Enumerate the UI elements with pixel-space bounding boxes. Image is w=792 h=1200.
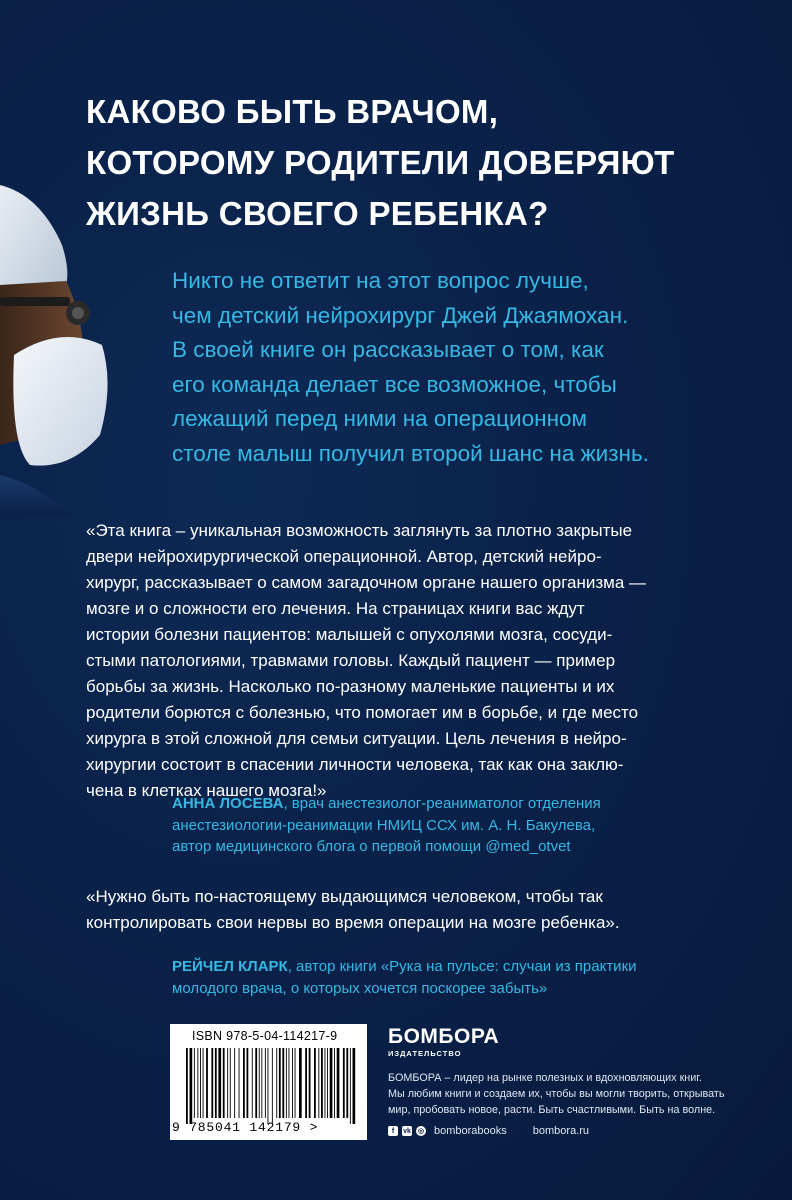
publisher-logo: БОМБОРА <box>388 1025 500 1048</box>
barcode-bars <box>184 1048 356 1124</box>
barcode-bar <box>325 1048 326 1118</box>
barcode-bar <box>309 1048 311 1118</box>
barcode-bar <box>243 1048 245 1118</box>
quote-line: борьбы за жизнь. Насколько по-разному маленькие пациенты и их <box>86 677 615 696</box>
barcode-bar <box>211 1048 213 1118</box>
publisher-block <box>388 1026 778 1137</box>
lead-line: его команда делает все возможное, чтобы <box>172 371 617 397</box>
barcode-bar <box>252 1048 253 1118</box>
reviewer-role: , автор книги «Рука на пульсе: случаи из практики <box>287 958 637 975</box>
publisher-description <box>388 1070 778 1118</box>
barcode-bar <box>272 1048 273 1124</box>
barcode-bar <box>289 1048 290 1118</box>
barcode-bar <box>337 1048 340 1118</box>
attribution-line: молодого врача, о которых хочется поскорее забыть» <box>172 979 548 997</box>
barcode-bar <box>286 1048 287 1118</box>
reviewer-name: АННА ЛОСЕВА <box>172 795 284 812</box>
publisher-logo-subtitle: ИЗДАТЕЛЬСТВО <box>388 1049 462 1058</box>
lead-line: лежащий перед ними на операционном <box>172 406 587 432</box>
quote-line: «Эта книга – уникальная возможность заглянуть за плотно закрытые <box>86 521 633 540</box>
barcode-bar <box>265 1048 266 1118</box>
barcode-bar <box>343 1048 345 1118</box>
barcode-bar <box>230 1048 231 1118</box>
barcode-bar <box>215 1048 217 1118</box>
lead-line: Никто не ответит на этот вопрос лучше, <box>172 268 589 293</box>
barcode-digits: 9 785041 142179 > <box>172 1120 319 1135</box>
social-links <box>388 1125 778 1137</box>
barcode-bar <box>200 1048 201 1118</box>
barcode-bar <box>295 1048 296 1118</box>
barcode-bar <box>255 1048 257 1118</box>
barcode-bar <box>259 1048 260 1118</box>
barcode-bar <box>227 1048 228 1118</box>
quote-line: хирургии состоит в спасении личности человека, так как она заклю- <box>86 755 624 774</box>
barcode-bar <box>206 1048 208 1118</box>
review-attribution-1 <box>172 793 732 858</box>
barcode-bar <box>186 1048 188 1124</box>
barcode-bar <box>223 1048 225 1118</box>
barcode-bar <box>327 1048 328 1118</box>
barcode-bar <box>279 1048 281 1118</box>
quote-line: чена в клетках нашего мозга!» <box>86 781 327 800</box>
barcode-bar <box>321 1048 323 1118</box>
reviewer-role: , врач анестезиолог-реаниматолог отделения <box>283 795 601 812</box>
headline-line: КОТОРОМУ РОДИТЕЛИ ДОВЕРЯЮТ <box>86 144 675 181</box>
barcode-bar <box>292 1048 293 1118</box>
facebook-icon[interactable]: f <box>388 1126 398 1136</box>
barcode-bar <box>346 1048 348 1118</box>
website-link[interactable]: bombora.ru <box>532 1125 590 1137</box>
quote-line: двери нейрохирургической операционной. Автор, детский нейро- <box>86 547 602 566</box>
attribution-line: автор медицинского блога о первой помощи @med_otvet <box>172 838 571 855</box>
barcode-bar <box>318 1048 319 1118</box>
quote-line: контролировать свои нервы во время операции на мозге ребенка». <box>86 913 620 932</box>
attribution-line <box>172 956 732 978</box>
review-quote-2 <box>86 884 726 936</box>
barcode-bar <box>282 1048 284 1118</box>
quote-line: стыми патологиями, травмами головы. Каждый пациент — пример <box>86 651 616 670</box>
barcode-bar <box>305 1048 307 1118</box>
barcode-bar <box>350 1048 351 1124</box>
quote-line: «Нужно быть по-настоящему выдающимся человеком, чтобы так <box>86 887 603 906</box>
barcode-bar <box>299 1048 302 1118</box>
review-attribution-2 <box>172 956 732 999</box>
headline-line: КАКОВО БЫТЬ ВРАЧОМ, <box>86 93 499 130</box>
barcode-bar <box>239 1048 240 1118</box>
publisher-description-line: мир, пробовать новое, расти. Быть счастливыми. Быть на волне. <box>388 1104 716 1116</box>
instagram-icon[interactable]: ◎ <box>417 1128 425 1135</box>
quote-line: истории болезни пациентов: малышей с опухолями мозга, сосуди- <box>86 625 613 644</box>
isbn-text: ISBN 978-5-04-114217-9 <box>192 1029 338 1043</box>
barcode-bar <box>194 1048 195 1118</box>
barcode-bar <box>190 1048 193 1124</box>
social-handle[interactable]: bomborabooks <box>434 1125 507 1137</box>
reviewer-name: РЕЙЧЕЛ КЛАРК <box>172 958 288 975</box>
barcode-bar <box>218 1048 221 1118</box>
quote-line: хирурга в этой сложной для семьи ситуации. Цель лечения в нейро- <box>86 729 627 748</box>
surgeon-photo <box>0 185 120 515</box>
publisher-description-line: Мы любим книги и создаем их, чтобы вы могли творить, открывать <box>388 1088 725 1100</box>
barcode-bar <box>334 1048 335 1118</box>
barcode-bar <box>276 1048 277 1118</box>
quote-line: хирург, рассказывает о самом загадочном органе нашего организма — <box>86 573 647 592</box>
barcode-bar <box>247 1048 249 1118</box>
lead-line: В своей книге он рассказывает о том, как <box>172 337 604 363</box>
quote-line: родители борются с болезнью, что помогает им в борьбе, и где место <box>86 703 639 722</box>
review-quote-1 <box>86 518 726 804</box>
barcode-bar <box>234 1048 235 1118</box>
headline-line: ЖИЗНЬ СВОЕГО РЕБЕНКА? <box>86 195 549 232</box>
lead-line: чем детский нейрохирург Джей Джаямохан. <box>172 302 629 328</box>
barcode-bar <box>261 1048 262 1118</box>
lead-paragraph <box>172 264 772 472</box>
attribution-line <box>172 793 732 815</box>
barcode-panel <box>170 1024 367 1140</box>
quote-line: мозге и о сложности его лечения. На страницах книги вас ждут <box>86 599 585 618</box>
lead-line: столе малыш получил второй шанс на жизнь. <box>172 440 649 466</box>
barcode-bar <box>353 1048 356 1124</box>
barcode-bar <box>203 1048 204 1118</box>
barcode-bar <box>197 1048 198 1118</box>
vk-icon[interactable]: vk <box>403 1127 411 1135</box>
headline <box>86 86 766 239</box>
barcode-bar <box>268 1048 269 1124</box>
attribution-line: анестезиологии-реанимации НМИЦ ССХ им. А. Н. Бакулева, <box>172 816 596 834</box>
publisher-description-line: БОМБОРА – лидер на рынке полезных и вдохновляющих книг. <box>388 1072 702 1084</box>
barcode-bar <box>314 1048 316 1118</box>
barcode-bar <box>330 1048 333 1118</box>
